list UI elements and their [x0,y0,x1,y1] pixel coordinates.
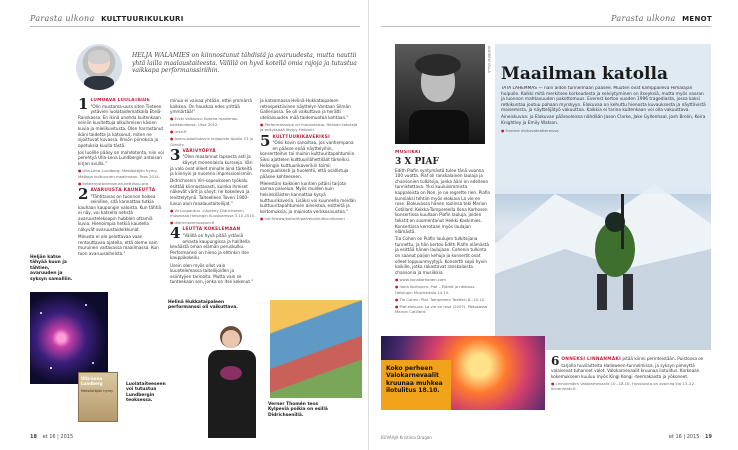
col2-top: minua ei vaivaa yhtään, ettei ymmärrä kaikkea. On hauskaa edes yrittää ymmärtää!" [170,98,252,115]
item4-body2: Usein olen myös ollut vain kuuntelemassa taiteilijoiden ja esiintyjien tarinoita. Mutta vain se tunteekaan sen, jonka on itse kokenut." [170,262,254,285]
item-number-2: 2 [78,184,89,203]
helja-caption: Heljän katse tähyää kuun ja tähtien, avaruuden ja syksyn samalliin. [30,255,73,282]
galaxy-image [30,292,108,384]
item1-body2: Jos luolille pääsy on mahdotonta, niin voi perehtyä Ulla-Lena Lundbergin antoisan kirjan avulla." [78,149,164,167]
event-column: 6 ONNEKSI LINNANMÄKI pitää kiinni perinteistään. Puistossa on tarjolla huvilaitteita Halloween-tunnelmissa, ja syksyn pimeyttä valaisevat tuhannet valot. Valokarnevaalit kruunaa ilotulitus. Korkeaan kokemukseen kuuluu myös Kingi Kongi -teemakaista ja yökoneet. ● Linnanmäen Valokarnevaalit 10.–18.10. Huvipuisto on avoinna klo 13–22. linnanmaki.fi [551,356,704,392]
item1-heading: LUMOAVA LUOLATAIDE [90,98,151,103]
author-portrait [76,44,122,90]
item5-body2: "Olisi kovin sanoiltaa, jos vanhempana en päässe enää näyttelyihin, konsertteihin tai muihin kulttuuritapahtumiin. Siksi ajattelen kulttuurilähettiläät tärkeiksi. Helsingin kulttuurikaverikin toimii monipuolisesti ja huolehtii, että osallistuja pääsee kohteeseen. [260,140,356,179]
music-column: MUSIIKKI 3 X PIAF Edith Piafin syntymästä tulee tänä vuonna 100 vuotta. Piaf oli ranskalainen laulaja ja chansonien tulkitsija, jonka ääni on edelleen tunnistettava. Yksi kuuluisimmista kappaleista on Non, je ne regrette rien. Piafin kunniaksi tehtiin myös elokuva La vie en rose. Elokuvassa hänen roolinsa teki Marion Cotillard. Keikka-Tampereella Ilona Korhosen konsertissa kuullaan Piafin lauluja, joiden tekstit on suomentanut Heikki Kaskimies. Konsertissa kerrotaan myös laulajan elämästä. Tia Cohen on Piafin laulujen tulkitsijana tunnettu, ja hän kertoo Edith Piafin elämästä ja esittää hänen laulujaan. Cohenin tulkinta on saanut paljon kehuja ja konsertit ovat olleet loppuunmyytyjä. Konsertti sopii hyvin kaikille, jotka rakastavat ranskalaista chansonia ja musiikkia. ● www.ilonakorhonen.com ● Ilona Korhonen: Piaf – Elämä ja rakkaus. Helsingin Musiikkitalo 14.10. ● Tia Cohen: Piaf. Tampereen Teatteri 8.–10.10. ● Piaf-elokuva: La vie en rose (2007). Pääosassa Marion Cotillard. [395,150,491,315]
book-subtitle: Metsästäjän hymy [81,389,114,393]
article-body2: Aineiskuvaa: ja Elokuvan päärooleissa nähdään Jason Clarke, Jake Gyllenhaal, Josh Brolin, Keira Knightley ja Emily Watson. [501,115,706,127]
item-number-1: 1 [78,98,89,113]
column-3: ja katsomassa Helinä Hukkataipaleen retrospektiivinen näyttelyn Vantaan Silmän Galleriassa. Se oli vaikuttava ja herätti uteliaisuuden mää taidemuotoa kohtaan." ● Performanssipa on monenlaisia. Helinän tekstejä ja esityksistä löytyy Helsinki. 5 KULTTUURIKAVERIKSI "Olisi kovin sanoiltaa, jos vanhempana en päässe enää näyttelyihin, konsertteihin tai muihin kulttuuritapahtumiin. Siksi ajattelen kulttuurilähettiläät tärkeiksi. Helsingin kulttuurikaverikin toimii monipuolisesti ja huolehtii, että osallistuja pääsee kohteeseen. Mielestäni kaikkien kuntien pitäisi tarjota samaa palvelua. Myös muiden kuin helsinkiläisten kannattaa kysyä kulttuurikaveria. Lisäksi voi kuunnella meidän kulttuuritapahtumien aineistoa, esitteitä ja kertomuksia, ja mainiota verkkosivustoa." ● hel.fi/www/kulke/fi/palvelut/kulttuurikaveri [260,98,360,280]
col2-source: Erkki Valtavuo: Kotona maailman-kaikkeudessa. Ursa 2012. [170,116,239,127]
item5-source: Performanssipa on monenlaisia. Helinän tekstejä ja esityksistä löytyy Helsinki. [260,121,358,133]
right-header [611,14,712,23]
item3-heading: VÄRIVYÖPYÄ [182,148,216,154]
item2-heading: AVARUUSTA KAUNEUTTA [90,187,156,193]
event-source: Linnanmäen Valokarnevaalit 10.–18.10. Huvipuisto on avoinna klo 13–22. linnanmaki.fi [551,380,696,392]
helina-caption: Helinä Hukkataipaleen performanssi oli vaikuttava. [168,300,238,311]
item3-body2: Didrichsenin Viri-sopeukseen työkalu esittää kiinnostavasti, kuinka ihmiset näkevät värit ja sävyt: ne kokeileva ja levittelytynä. Taiteelleen Toveri 1900-luvun alun maalaustaiteilijat." [170,178,250,206]
book-cover [78,372,118,422]
right-page-number: 19 [705,434,712,440]
right-page [369,0,738,450]
column-1: 1 LUMOAVA LUOLATAIDE "Olin mustama-uuss siten Tieteen ystävien luolataidematkalla Etelä-Ranskassa. En ikinä unohda kuitenkaan seiniin kuvitettuja alkuihmisen käsien kuvia ja mielikuvitusta. Olen harrastanut ikäni taidetta ja katsonut, miten ne sijoittuvat kuvassa. Ilmiön piirroksia ja opetuksia kuulla tästä. Jos luolille pääsy on mahdotonta, niin voi perehtyä Ulla-Lena Lundbergin antoisan kirjan avulla." ● Ulla-Lena Lundberg: Metsästäjän hymy. Matkoja kulttuurien maailmaan. Teos 2014. ● tieteenystavienseura.netti/svu.org 2 AVARUUSTA KAUNEUTTA "Tähtitaivas on tuonnon hoikea seinillee, sitä kannattaa tutkia kauhaan kaupungin valoista. Kun tähtiä ei näy, voi katsella netistä avaruustelekoopin hubblen ottamiä kuvia. Hienoimpia hetkiä kaudella näkyvät avaruustaideikkunat. Minusta ei ole pelottavaa vaan rentouttavaa ajatella, että oleme vain muruinen valtavassa maailmassa. Kun tuon avaruusaiheista." [78,98,164,256]
section-name-right: MENOT [682,15,712,23]
item-number-4: 4 [170,224,181,243]
article-title: Maailman katolla [501,64,668,84]
col2-link2: Avaruuskalliokuvin kuljapiste Apollo 13 ja Gravity. [170,136,253,147]
music-list-3: Piaf-elokuva: La vie en rose (2007). Pääosassa Marion Cotillard. [395,303,488,315]
item1-body: "Olin mustama-uuss siten Tieteen ystävien luolataidematkalla Etelä-Ranskassa. En ikinä unohda kuitenkaan seiniin kuvitettuja alkuihmisen käsien kuvia ja mielikuvitusta. Olen harrastanut ikäni taidetta ja katsonut, miten ne sijoittuvat kuvassa. Ilmiön piirroksia ja opetuksia kuulla tästä. [78,103,164,148]
event-body: pitää kiinni perinteistään. Puistossa on tarjolla huvilaitteita Halloween-tunnelmissa, ja syksyn pimeyttä valaisevat tuhannet valot. Valokarnevaalit kruunaa ilotulitus. Korkeaan kokemukseen kuuluu myös Kingi Kongi -teemakaista ja yökoneet. [551,356,704,379]
book-caption: Luolataiteeseen voi tutustua Lundbergin teoksessa. [126,382,166,404]
column-2: minua ei vaivaa yhtään, ettei ymmärrä kaikkea. On hauskaa edes yrittää ymmärtää!" ● Erkki Valtavuo: Kotona maailman-kaikkeudessa. Ursa 2012. ● ursa.fi ● Avaruuskalliokuvin kuljapiste Apollo 13 ja Gravity. 3 VÄRIVYÖPYÄ "Olen maalannut lapsesta asti ja käynyt monenlaisia kursseja. Väri ja valo ovat olleet minulle aina tärkeitä ja kiinnyin ja nuorena impressionismiin. Didrichsenin Viri-sopeukseen työkalu esittää kiinnostavasti, kuinka ihmiset näkevät värit ja sävyt: ne kokeileva ja levittelytynä. Taiteelleen Toveri 1900-luvun alun maalaustaiteilijat." ● Viri-vopautuu –näyttely Didrichsenin museossa Helsingin Kuusisaressa 3.10.2015. ● didrichsenmuseum.fi 4 LEUTTA KOKELEMAAN "Välillä on hyvä pitää ystäviä omasta kaupungissa ja hallitella keväästä oman elämän peruskulku. Performanssi on hieno ja ehtinkin itse kauppikokeilu. Usein olen myös ollut vain kuuntelemassa taiteilijoiden ja esiintyjien tarinoita. Mutta vain se tunteekaan sen, jonka on itse kokenut." [170,98,256,285]
article-body: TÄTÄ LÄHEMMÄS — näin aidon tunnelmaan pääsee. Muuten ovat kamppaileva Himalajan huipulle. Kaikki mitä merkitsee korkeudesta ja selviytyminen on itseyksiä, mutta myös vaaran ja luonnon mahtavuuden pakottomuus. Everest kertoo vuoden 1996 tragediasta, jossa kaksi retkikuntaa joutuu pahaan myrskyyn. Elokuvaa on kehuttu hienosta kuvauksesta ja näyttävistä maisemista, ja näyttelijätyö vakuuttaa. Kaikkia ei tarina kuitenkaan voi olla vakuuttava. [501,86,706,114]
photographer-name: Kristiina Dragon [399,435,432,440]
item4-heading: LEUTTA KOKELEMAAN [182,227,241,233]
header-rule-right [381,26,711,27]
item1-link[interactable]: tieteenystavienseura.netti/svu.org [82,180,149,186]
header-rule [30,26,360,27]
piaf-photo [395,44,485,144]
music-label: MUSIIKKI [395,150,421,155]
item5-body: ja katsomassa Helinä Hukkataipaleen retrospektiivinen näyttelyn Vantaan Silmän Galleriassa. Se oli vaikuttava ja herätti uteliaisuuden mää taidemuotoa kohtaan." [260,98,351,120]
book-title: Ulla-Lena Lundberg [81,376,103,386]
left-issue: et 16 | 2015 [42,434,74,440]
item2-body2: Minusta ei ole pelottavaa vaan rentouttavaa ajatella, että oleme vain muruinen valtavassa maailmassa. Kun tuon avaruusaiheista." [78,234,159,256]
article-source: Everest elokuvateattereissa. [505,128,560,134]
callout-box: Koko perheen Valokarnevaalit kruunaa muhkea ilotulitus 18.10. [381,360,451,410]
article-text: TÄTÄ LÄHEMMÄS — näin aidon tunnelmaan pääsee. Muuten ovat kamppaileva Himalajan huipulle. Kaikki mitä merkitsee korkeudesta ja selviytyminen on itseyksiä, mutta myös vaaran ja luonnon mahtavuuden pakottomuus. Everest kertoo vuoden 1996 tragediasta, jossa kaksi retkikuntaa joutuu pahaan myrskyyn. Elokuvaa on kehuttu hienosta kuvauksesta ja näyttävistä maisemista, ja näyttelijätyö vakuuttaa. Kaikkia ei tarina kuitenkaan voi olla vakuuttava. Aineiskuvaa: ja Elokuvan päärooleissa nähdään Jason Clarke, Jake Gyllenhaal, Josh Brolin, Keira Knightley ja Emily Watson. ● Everest elokuvateattereissa. [501,86,706,134]
magazine-name: Parasta ulkona [30,14,95,23]
music-title: 3 X PIAF [395,156,439,167]
left-footer [30,434,73,440]
verner-caption: Verner Thomén teos Kylpeviä poikia on esillä Didrichsenillä. [268,402,328,418]
item3-body: "Olen maalannut lapsesta asti ja käynyt monenlaisia kursseja. Väri ja valo ovat olleet minulle aina tärkeitä ja kiinnyin ja nuorena impressionismiin. [170,154,254,177]
item3-source: Viri-vopautuu –näyttely Didrichsenin museossa Helsingin Kuusisaressa 3.10.2015. [170,207,256,219]
music-list-2: Tia Cohen: Piaf. Tampereen Teatteri 8.–10.10. [399,296,486,302]
music-body: Edith Piafin syntymästä tulee tänä vuonna 100 vuotta. Piaf oli ranskalainen laulaja ja chansonien tulkitsija, jonka ääni on edelleen tunnistettava. Yksi kuuluisimmista kappaleista on Non, je ne regrette rien. Piafin kunniaksi tehtiin myös elokuva La vie en rose. Elokuvassa hänen roolinsa teki Marion Cotillard. Keikka-Tampereella Ilona Korhosen konsertissa kuullaan Piafin lauluja, joiden tekstit on suomentanut Heikki Kaskimies. Konsertissa kerrotaan myös laulajan elämästä. [395,167,491,235]
item4-body: "Välillä on hyvä pitää ystäviä omasta kaupungissa ja hallitella keväästä oman elämän peruskulku. Performanssi on hieno ja ehtinkin itse kauppikokeilu. [170,233,250,261]
performer-photo [198,326,266,438]
left-page-number: 18 [30,434,37,440]
item5-heading: KULTTUURIKAVERIKSI [272,134,331,140]
right-footer [669,434,712,440]
mountain-photo [495,44,711,350]
right-issue: et 16 | 2015 [668,434,700,440]
col2-link1[interactable]: ursa.fi [174,128,187,134]
article-panel [495,44,711,194]
left-header [30,14,184,23]
magazine-name-right: Parasta ulkona [611,14,676,23]
item-number-5: 5 [260,131,271,150]
item5-body3: Mielestäni kaikkien kuntien pitäisi tarjota samaa palvelua. Myös muiden kuin helsinkiläisten kannattaa kysyä kulttuurikaveria. Lisäksi voi kuunnella meidän kulttuuritapahtumien aineistoa, esitteitä ja kertomuksia, ja mainiota verkkosivustoa." [260,180,356,214]
event-heading: ONNEKSI LINNANMÄKI [561,357,622,362]
item1-source: Ulla-Lena Lundberg: Metsästäjän hymy. Matkoja kulttuurien maailmaan. Teos 2014. [78,168,160,179]
photographer-credit: KUVAAJA Kristiina Dragon [381,435,432,440]
music-list-1: Ilona Korhonen: Piaf – Elämä ja rakkaus. Helsingin Musiikkitalo 14.10. [395,283,476,295]
music-link[interactable]: www.ilonakorhonen.com [399,276,446,282]
photo-credit: ANDREW VILLA [487,46,491,73]
painting-image [270,300,362,398]
item2-body: "Tähtitaivas on tuonnon hoikea seinillee, sitä kannattaa tutkia kauhaan kaupungin valoista. Kun tähtiä ei näy, voi katsella netistä avaruustelekoopin hubblen ottamiä kuvia. Hienoimpia hetkiä kaudella näkyvät avaruustaideikkunat. [78,193,162,233]
item-number-6: 6 [551,356,560,368]
section-name: KULTTUURIKULKURI [101,15,184,23]
item5-link[interactable]: hel.fi/www/kulke/fi/palvelut/kulttuurikaveri [264,215,345,221]
music-body2: Tia Cohen on Piafin laulujen tulkitsijana tunnettu, ja hän kertoo Edith Piafin elämästä ja esittää hänen laulujaan. Cohenin tulkinta on saanut paljon kehuja ja konsertit ovat olleet loppuunmyytyjä. Konsertti sopii hyvin kaikille, jotka rakastavat ranskalaista chansonia ja musiikkia. [395,236,489,275]
intro-text: HELJÄ WALAMIES on kiinnostunut tähdistä ja avaruudesta, mutta nauttii yhtä lailla maalaustaiteesta. Välillä on hyvä kotellä omia rajoja ja tutustua vaikkapa performanssiriihin. [132,52,357,75]
item-number-3: 3 [170,145,181,164]
item3-link[interactable]: didrichsenmuseum.fi [174,220,215,226]
